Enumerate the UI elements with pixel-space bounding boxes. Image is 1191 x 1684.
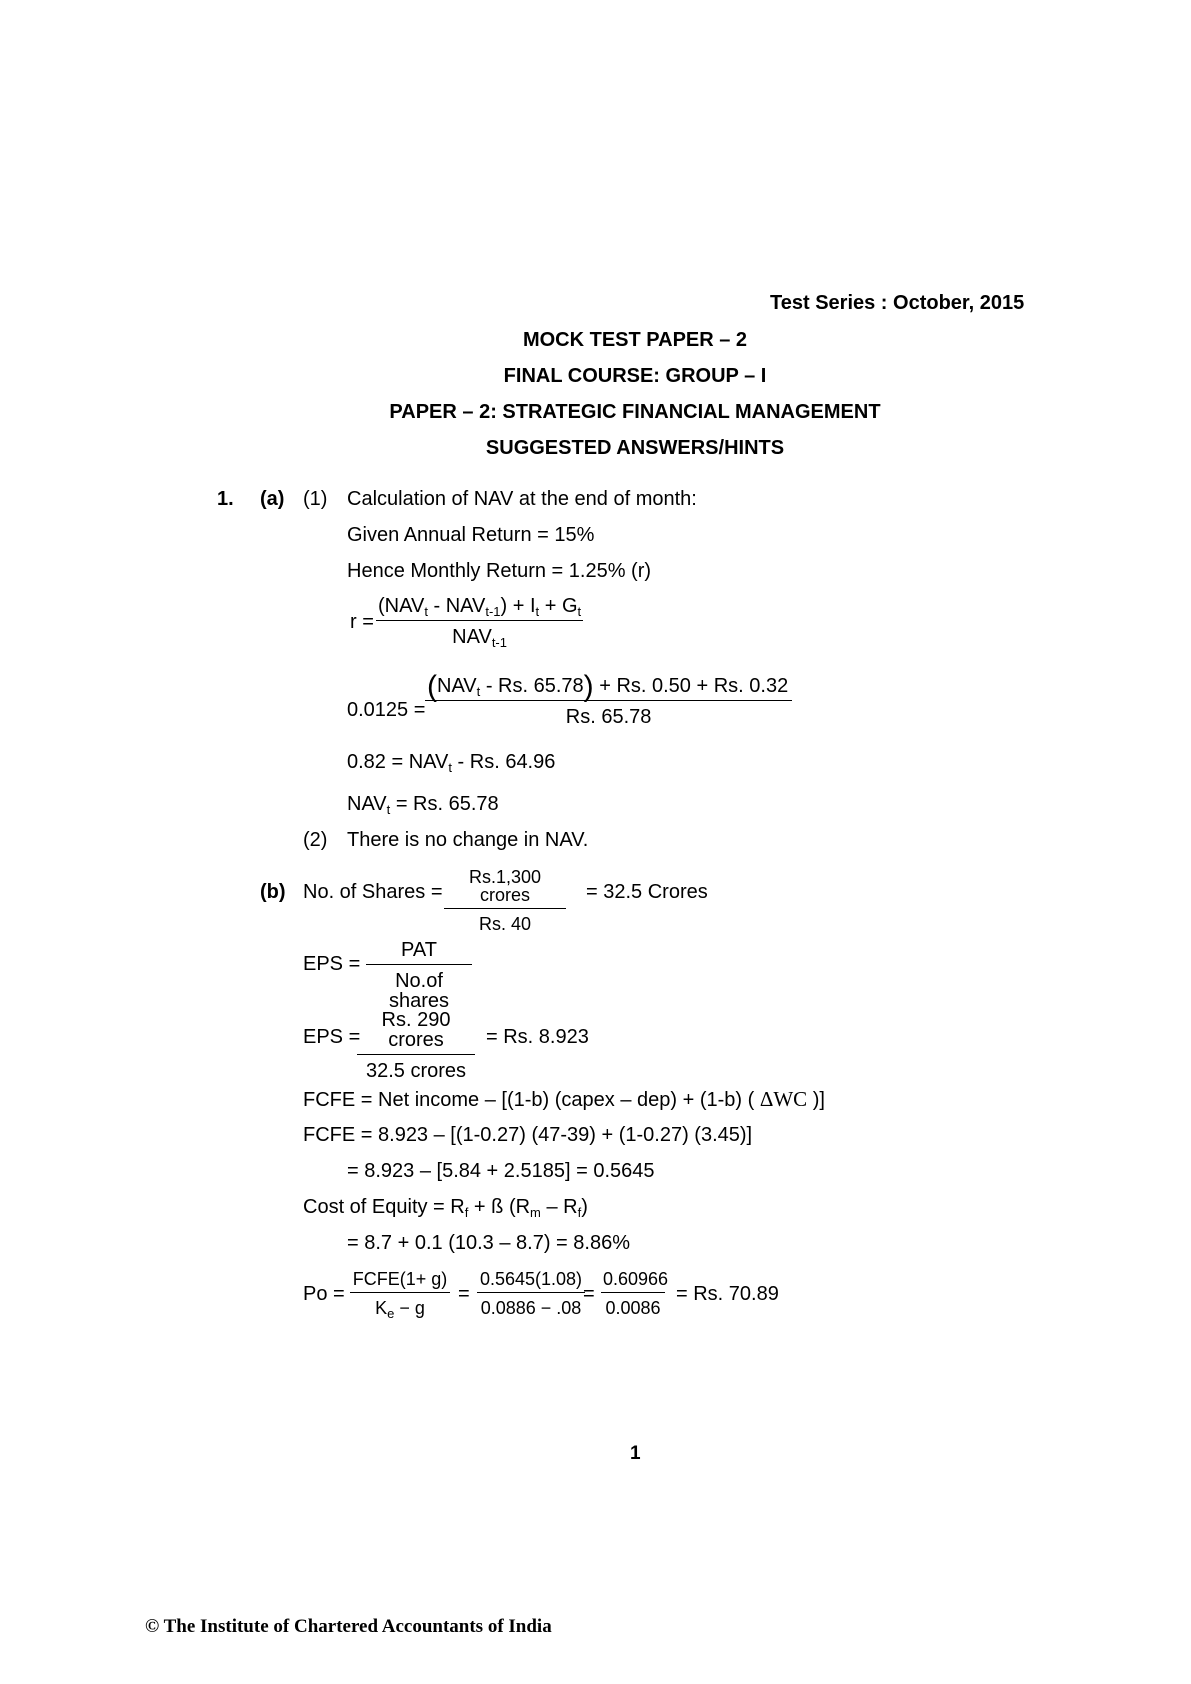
title-final-course: FINAL COURSE: GROUP – I (503, 365, 767, 387)
given-annual-return: Given Annual Return = 15% (347, 524, 595, 546)
title-suggested-answers: SUGGESTED ANSWERS/HINTS (485, 437, 785, 459)
po-numerator-3: 0.60966 (601, 1270, 665, 1293)
no-change-text: There is no change in NAV. (347, 829, 589, 851)
shares-fraction (444, 868, 566, 933)
eps2-result: = Rs. 8.923 (486, 1026, 589, 1048)
po-denominator-2: 0.0886 − .08 (480, 1298, 582, 1318)
eq2: $0.82 = NAV_t - Rs$. 64.96 (347, 751, 556, 775)
po-fraction-2 (477, 1270, 585, 1317)
sub-1-label: (1) (303, 488, 328, 510)
shares-denominator: Rs. 40 (478, 914, 532, 934)
po-equals-1: = (458, 1283, 470, 1305)
eps-fraction (366, 940, 472, 1011)
po-equals-2: = (583, 1283, 595, 1305)
po-denominator-3: 0.0086 (605, 1298, 661, 1318)
eps2-numerator: Rs. 290 crores (357, 1010, 475, 1055)
cost-of-equity-result: = 8.7 + 0.1 (10.3 – 8.7) = 8.86% (347, 1232, 630, 1254)
r-formula-lhs: r = (350, 611, 374, 633)
po-numerator-2: 0.5645(1.08) (477, 1270, 585, 1293)
eps2-lhs: EPS = (303, 1026, 361, 1048)
shares-numerator: Rs.1,300 crores (444, 868, 566, 909)
test-series: Test Series : October, 2015 (770, 292, 1025, 314)
title-mock-test: MOCK TEST PAPER – 2 (522, 329, 748, 351)
fcfe-substituted: FCFE = 8.923 – [(1-0.27) (47-39) + (1-0.27) (3.45)] (303, 1124, 753, 1146)
po-numerator-1: FCFE(1+ g) (350, 1270, 450, 1293)
part-b-label: (b) (260, 881, 286, 903)
eps-lhs: EPS = (303, 953, 361, 975)
po-fraction-1 (350, 1269, 450, 1321)
eps2-fraction (357, 1010, 475, 1081)
sub-2-label: (2) (303, 829, 328, 851)
eq1-lhs: 0.0125 = (347, 699, 426, 721)
eps-denominator: No.of shares (388, 970, 450, 1012)
eq1-fraction (425, 670, 792, 728)
eq1-denominator: Rs. 65.78 (565, 706, 652, 728)
eps-numerator: PAT (366, 940, 472, 965)
page-number: 1 (630, 1443, 641, 1464)
fcfe-result: = 8.923 – [5.84 + 2.5185] = 0.5645 (347, 1160, 655, 1182)
shares-lhs: No. of Shares = (303, 881, 443, 903)
r-formula-fraction (376, 595, 583, 650)
fcfe-formula: FCFE = Net income – [(1-b) (capex – dep) + (1-b) ( ΔWC )] (303, 1087, 825, 1111)
eq3-nav-result: $NAV_t = Rs$. 65.78 (347, 793, 499, 817)
po-fraction-3 (601, 1269, 669, 1318)
footer-copyright: © The Institute of Chartered Accountants of India (145, 1616, 552, 1637)
r-formula-denominator: $NAV_{t-1}$ (452, 626, 507, 650)
question-number: 1. (217, 488, 234, 510)
shares-result: = 32.5 Crores (586, 881, 708, 903)
po-result: = Rs. 70.89 (676, 1283, 779, 1305)
eq1-numerator: ($NAV_t$ - Rs. 65.78) + Rs. 0.50 + Rs. 0.32 (425, 676, 792, 701)
title-paper: PAPER – 2: STRATEGIC FINANCIAL MANAGEMENT (389, 401, 881, 423)
monthly-return: Hence Monthly Return = 1.25% (r) (347, 560, 652, 582)
nav-calc-heading: Calculation of NAV at the end of month: (347, 488, 697, 510)
part-a-label: (a) (260, 488, 285, 510)
po-lhs: Po = (303, 1283, 345, 1305)
r-formula-numerator: $(NAV_t - NAV_{t-1}) + I_t + G_t$ (378, 595, 582, 619)
eps2-denominator: 32.5 crores (365, 1060, 467, 1082)
cost-of-equity-formula: Cost of Equity = $R_f$ + ß $(R_m - R_f)$ (303, 1196, 588, 1220)
po-denominator-1: $K_e - g$ (375, 1298, 425, 1321)
